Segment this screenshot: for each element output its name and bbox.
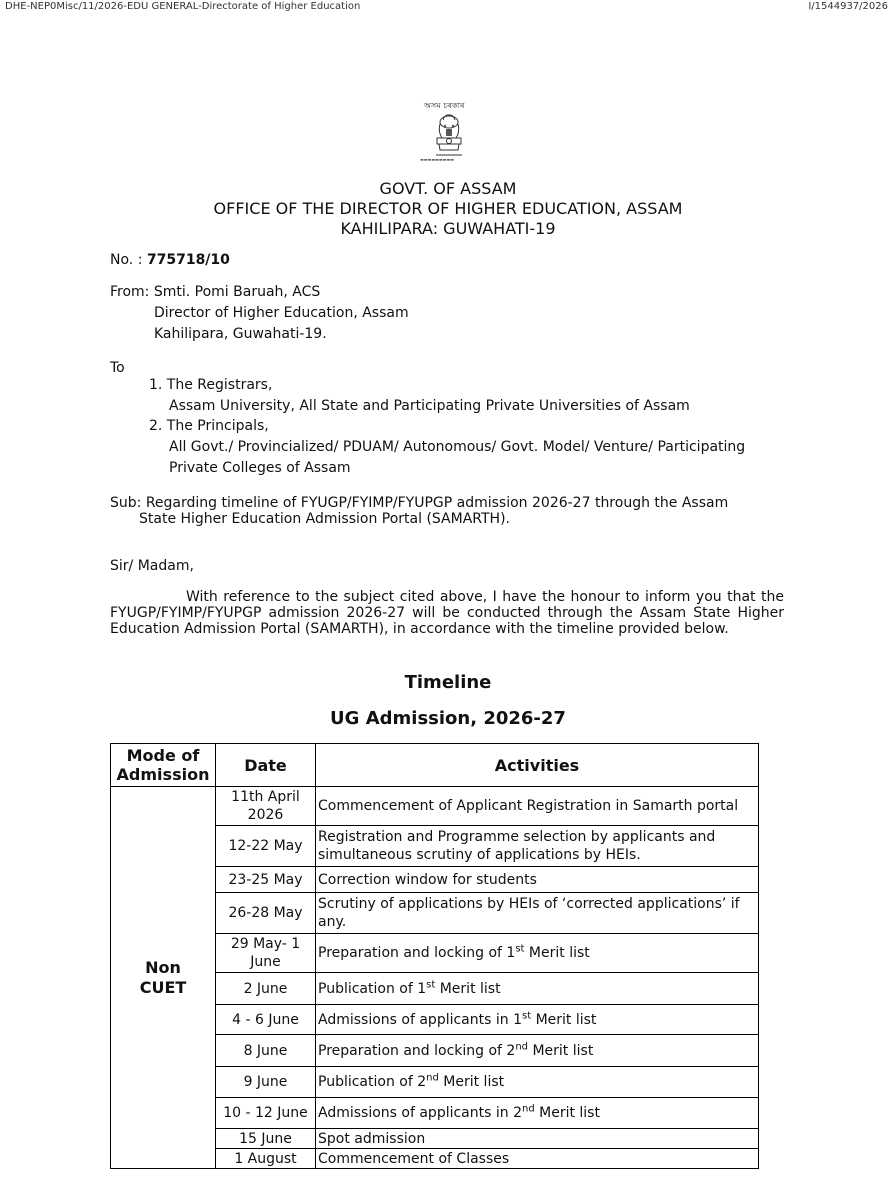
activity-cell: Preparation and locking of 2nd Merit list: [316, 1035, 759, 1067]
date-cell: 29 May- 1 June: [216, 934, 316, 973]
body-paragraph: [110, 589, 784, 637]
letter-number: [110, 252, 230, 268]
office-line-2: OFFICE OF THE DIRECTOR OF HIGHER EDUCATION, ASSAM: [213, 199, 683, 218]
date-cell: 26-28 May: [216, 893, 316, 934]
date-cell: 15 June: [216, 1129, 316, 1149]
from-line-2: Director of Higher Education, Assam: [154, 305, 409, 321]
subject-line-2: State Higher Education Admission Portal (SAMARTH).: [139, 511, 510, 527]
timeline-title: Timeline: [404, 672, 492, 693]
mode-cell: Non CUET: [111, 787, 216, 1169]
activity-cell: Scrutiny of applications by HEIs of ‘corrected applications’ if any.: [316, 893, 759, 934]
emblem-footer: ▬▬▬▬▬▬▬▬▬: [420, 157, 455, 162]
date-cell: 1 August: [216, 1149, 316, 1169]
office-line-3: KAHILIPARA: GUWAHATI-19: [340, 219, 556, 238]
recipient-2-title: 2. The Principals,: [149, 418, 269, 434]
from-line-1: From: Smti. Pomi Baruah, ACS: [110, 284, 321, 300]
activity-cell: Commencement of Classes: [316, 1149, 759, 1169]
activity-cell: Registration and Programme selection by applicants and simultaneous scrutiny of applications by HEIs.: [316, 826, 759, 867]
activity-cell: Preparation and locking of 1st Merit list: [316, 934, 759, 973]
date-cell: 2 June: [216, 973, 316, 1005]
lion-capital-icon: [418, 100, 480, 164]
salutation: Sir/ Madam,: [110, 558, 194, 574]
recipient-2-detail-1: All Govt./ Provincialized/ PDUAM/ Autonomous/ Govt. Model/ Venture/ Participating: [169, 439, 746, 455]
activity-cell: Correction window for students: [316, 867, 759, 893]
emblem-caption: অসম চৰকাৰ: [424, 101, 465, 110]
timeline-table: [110, 743, 759, 1169]
recipient-2-detail-2: Private Colleges of Assam: [169, 460, 351, 476]
activity-cell: Publication of 2nd Merit list: [316, 1067, 759, 1098]
header-mode: Mode of Admission: [111, 744, 216, 787]
date-cell: 11th April 2026: [216, 787, 316, 826]
subject-line-1: Sub: Regarding timeline of FYUGP/FYIMP/FYUPGP admission 2026-27 through the Assam: [110, 495, 729, 511]
date-cell: 9 June: [216, 1067, 316, 1098]
recipient-1-detail: Assam University, All State and Participating Private Universities of Assam: [169, 398, 690, 414]
to-label: To: [110, 360, 125, 376]
date-cell: 4 - 6 June: [216, 1005, 316, 1035]
header-activities: Activities: [316, 744, 759, 787]
date-cell: 8 June: [216, 1035, 316, 1067]
letter-number-value: 775718/10: [146, 252, 230, 268]
recipient-1-title: 1. The Registrars,: [149, 377, 273, 393]
activity-cell: Admissions of applicants in 2nd Merit list: [316, 1098, 759, 1129]
from-line-3: Kahilipara, Guwahati-19.: [154, 326, 327, 342]
header-date: Date: [216, 744, 316, 787]
file-reference: DHE-NEP0Misc/11/2026-EDU GENERAL-Directorate of Higher Education: [5, 1, 361, 12]
letter-number-label: No. :: [110, 252, 147, 268]
activity-cell: Spot admission: [316, 1129, 759, 1149]
date-cell: 10 - 12 June: [216, 1098, 316, 1129]
activity-cell: Commencement of Applicant Registration in Samarth portal: [316, 787, 759, 826]
activity-cell: Admissions of applicants in 1st Merit list: [316, 1005, 759, 1035]
table-header-row: [111, 744, 759, 787]
activity-cell: Publication of 1st Merit list: [316, 973, 759, 1005]
document-id: I/1544937/2026: [808, 1, 888, 12]
timeline-subtitle: UG Admission, 2026-27: [330, 708, 566, 729]
date-cell: 23-25 May: [216, 867, 316, 893]
table-row: [111, 787, 759, 826]
date-cell: 12-22 May: [216, 826, 316, 867]
state-emblem: [418, 100, 480, 164]
office-line-1: GOVT. OF ASSAM: [379, 179, 517, 198]
body-text: With reference to the subject cited above, I have the honour to inform you that the FYUGP/FYIMP/FYUPGP admission 2026-27 will be conducted through the Assam State Higher Education Admission Portal (SAMARTH), in accordance with the timeline provided below.: [110, 589, 784, 637]
